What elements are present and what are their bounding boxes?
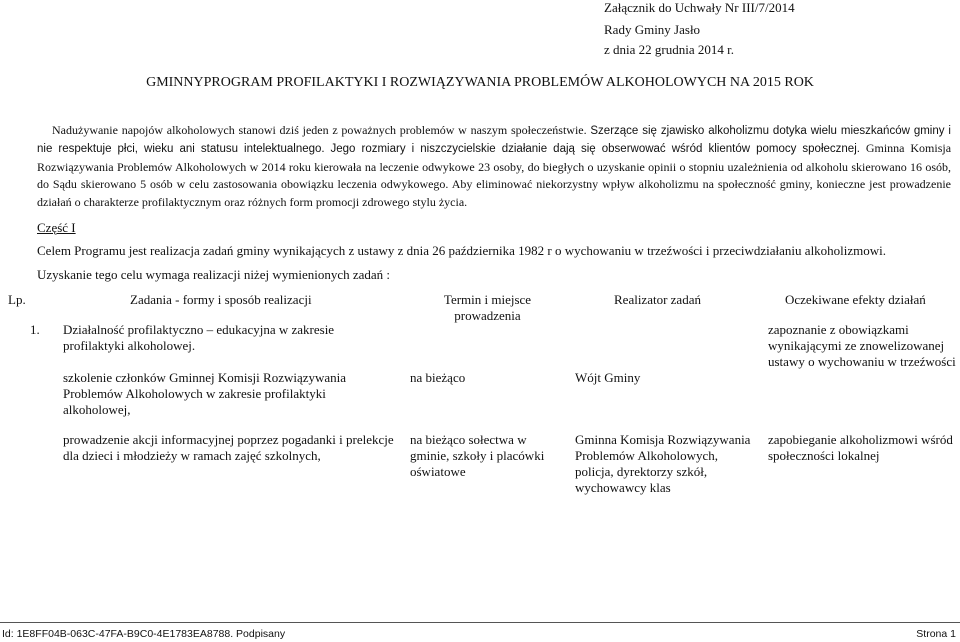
row-2-task: prowadzenie akcji informacyjnej poprzez pogadanki i prelekcje dla dzieci i młodzieży w ramach zajęć szkolnych, (63, 432, 394, 463)
intro-sentence-1: Nadużywanie napojów alkoholowych stanowi dziś jeden z poważnych problemów w naszym społeczeństwie. (52, 123, 587, 137)
intro-sentence-2: Szerzące się zjawisko alkoholizmu dotyka wielu mieszkańców gminy i nie respektuje płci, wieku ani statusu intelektualnego. (37, 125, 951, 156)
program-goal-note: Uzyskanie tego celu wymaga realizacji niżej wymienionych zadań : (37, 267, 391, 282)
intro-paragraph (37, 122, 951, 211)
intro-sentence-5: Aby eliminować niekorzystny wpływ alkoholizmu na społeczność gminy, konieczne jest prowadzenie działań o charakterze profilaktycznym oraz różnych form promocji zdrowego stylu życia. (37, 177, 951, 209)
program-goal: Celem Programu jest realizacja zadań gminy wynikających z ustawy z dnia 26 października 1982 r o wychowaniu w trzeźwości i przeciwdziałaniu alkoholizmowi. (37, 243, 887, 258)
row-1-number: 1. (30, 322, 40, 337)
row-1-task-training: szkolenie członków Gminnej Komisji Rozwiązywania Problemów Alkoholowych w zakresie profilaktyki alkoholowej, (63, 370, 347, 417)
page-footer (0, 622, 960, 642)
row-1-effect: zapoznanie z obowiązkami wynikającymi ze znowelizowanej ustawy o wychowaniu w trzeźwości (768, 322, 956, 369)
row-1-executor: Wójt Gminy (575, 370, 641, 385)
row-2-executor: Gminna Komisja Rozwiązywania Problemów Alkoholowych, policja, dyrektorzy szkół, wychowawcy klas (575, 432, 751, 495)
attachment-header-line2: Rady Gminy Jasło (604, 22, 701, 37)
column-header-task: Zadania - formy i sposób realizacji (130, 292, 312, 307)
column-header-executor: Realizator zadań (614, 292, 701, 307)
column-header-term: Termin i miejsce prowadzenia (443, 292, 532, 323)
row-1-task-main: Działalność profilaktyczno – edukacyjna w zakresie profilaktyki alkoholowej. (63, 322, 335, 353)
intro-sentence-3: Jego rozmiary i niszczycielskie działanie dają się obserwować wśród klientów pomocy społecznej. (330, 143, 860, 156)
document-id: Id: 1E8FF04B-063C-47FA-B9C0-4E1783EA8788. Podpisany (2, 628, 286, 640)
column-header-effect: Oczekiwane efekty działań (785, 292, 926, 307)
intro-sentence-4: Gminna Komisja Rozwiązywania Problemów Alkoholowych w 2014 roku kierowała na leczenie odwykowe 23 osoby, do biegłych o uzyskanie opinii o stopniu uzależnienia od alkoholu skierowano 16 osób, do Sądu skierowano 5 osób w celu zastosowania obowiązku leczenia odwykowego. (37, 141, 952, 192)
page-number: Strona 1 (916, 628, 956, 640)
column-header-lp: Lp. (8, 292, 26, 307)
row-2-effect: zapobieganie alkoholizmowi wśród społeczności lokalnej (768, 432, 953, 463)
attachment-header-line3: z dnia 22 grudnia 2014 r. (604, 42, 734, 57)
part-title: Część I (37, 220, 76, 235)
attachment-header-line1: Załącznik do Uchwały Nr III/7/2014 (604, 0, 795, 15)
row-1-term: na bieżąco (410, 370, 466, 385)
document-title: GMINNYPROGRAM PROFILAKTYKI I ROZWIĄZYWANIA PROBLEMÓW ALKOHOLOWYCH NA 2015 ROK (146, 75, 814, 90)
row-2-term: na bieżąco sołectwa w gminie, szkoły i placówki oświatowe (410, 432, 545, 479)
